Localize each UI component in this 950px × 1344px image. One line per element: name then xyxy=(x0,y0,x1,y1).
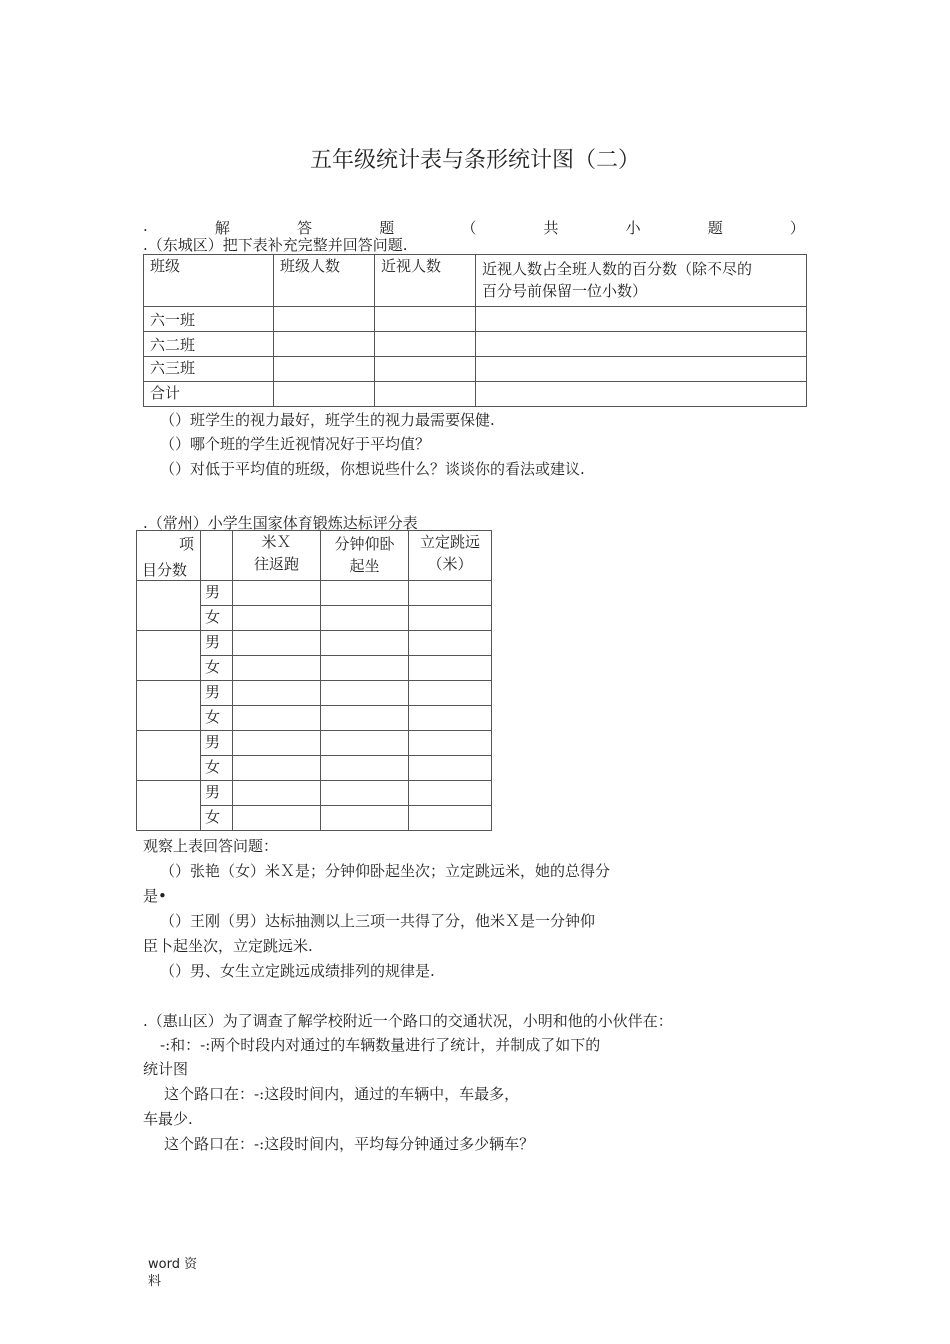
q1-header-percentage-line2: 百分号前保留一位小数） xyxy=(482,282,648,300)
section-header-char: . xyxy=(143,217,148,235)
q2-header-shuttle-run xyxy=(233,531,321,581)
q2-cell[interactable] xyxy=(409,581,492,606)
q3-subquestion-1: 这个路口在：-:这段时间内，通过的车辆中，车最多， xyxy=(164,1085,520,1103)
q2-cell[interactable] xyxy=(409,706,492,731)
section-header-char: 小 xyxy=(625,219,641,237)
q2-cell[interactable] xyxy=(409,681,492,706)
q2-cell[interactable] xyxy=(321,706,409,731)
q1-cell[interactable] xyxy=(375,357,476,382)
q2-observe: 观察上表回答问题： xyxy=(143,837,279,855)
q2-score-cell[interactable] xyxy=(137,581,201,631)
q2-subquestion-1-cont: 是• xyxy=(143,887,167,905)
q1-subquestion-1: （）班学生的视力最好，班学生的视力最需要保健. xyxy=(160,411,495,429)
q1-header-percentage xyxy=(476,255,807,307)
q2-cell[interactable] xyxy=(233,656,321,681)
q2-cell[interactable] xyxy=(321,681,409,706)
q2-cell[interactable] xyxy=(321,581,409,606)
q1-row-label: 合计 xyxy=(144,382,274,407)
q1-cell[interactable] xyxy=(274,382,375,407)
q3-subquestion-2: 这个路口在：-:这段时间内，平均每分钟通过多少辆车？ xyxy=(164,1135,535,1153)
q1-subquestion-3: （）对低于平均值的班级，你想说些什么？谈谈你的看法或建议. xyxy=(160,460,585,478)
q1-subquestion-2: （）哪个班的学生近视情况好于平均值？ xyxy=(160,435,431,453)
q2-cell[interactable] xyxy=(409,631,492,656)
section-header-char: 解 xyxy=(214,219,230,237)
q2-subquestion-2: （）王刚（男）达标抽测以上三项一共得了分，他米Ｘ是一分钟仰 xyxy=(160,912,596,930)
q2-subquestion-2-cont: 臣卜起坐次，立定跳远米. xyxy=(143,937,313,955)
q2-cell[interactable] xyxy=(233,681,321,706)
q2-cell[interactable] xyxy=(321,606,409,631)
q2-gender: 男 xyxy=(201,581,233,606)
q2-gender: 女 xyxy=(201,756,233,781)
q1-cell[interactable] xyxy=(375,332,476,357)
q3-line-3: 统计图 xyxy=(143,1060,189,1078)
q1-cell[interactable] xyxy=(476,332,807,357)
q2-header-long-jump-line1: 立定跳远 xyxy=(419,533,480,551)
q1-row-label: 六一班 xyxy=(144,307,274,332)
q2-gender: 女 xyxy=(201,806,233,831)
q2-cell[interactable] xyxy=(233,781,321,806)
q3-subquestion-1-cont: 车最少. xyxy=(143,1110,193,1128)
q2-cell[interactable] xyxy=(321,781,409,806)
q2-score-cell[interactable] xyxy=(137,681,201,731)
q1-cell[interactable] xyxy=(375,307,476,332)
q2-cell[interactable] xyxy=(409,656,492,681)
q1-header-percentage-line1: 近视人数占全班人数的百分数（除不尽的 xyxy=(482,260,753,278)
q2-header-situps-line2: 起坐 xyxy=(349,557,380,575)
q2-cell[interactable] xyxy=(233,631,321,656)
q2-cell[interactable] xyxy=(321,631,409,656)
q1-cell[interactable] xyxy=(274,357,375,382)
q2-header-item: 项 xyxy=(178,535,194,553)
q2-table xyxy=(136,530,492,831)
q2-prompt: .（常州）小学生国家体育锻炼达标评分表 xyxy=(143,514,418,532)
q2-header-situps xyxy=(321,531,409,581)
q2-cell[interactable] xyxy=(233,706,321,731)
q1-cell[interactable] xyxy=(375,382,476,407)
q1-header-class-size: 班级人数 xyxy=(274,255,375,307)
q1-cell[interactable] xyxy=(274,307,375,332)
q2-cell[interactable] xyxy=(409,606,492,631)
q2-gender: 男 xyxy=(201,781,233,806)
q2-cell[interactable] xyxy=(409,731,492,756)
footer-line-1: word 资 xyxy=(148,1257,198,1272)
q2-score-cell[interactable] xyxy=(137,731,201,781)
q1-header-myopia-count: 近视人数 xyxy=(375,255,476,307)
q1-prompt: .（东城区）把下表补充完整并回答问题. xyxy=(143,236,408,254)
q2-header-situps-line1: 分钟仰卧 xyxy=(334,535,395,553)
q2-header-score: 目分数 xyxy=(142,561,188,579)
q3-line-2: -:和：-:两个时段内对通过的车辆数量进行了统计，并制成了如下的 xyxy=(160,1036,601,1054)
q2-gender: 男 xyxy=(201,631,233,656)
section-header-char: （ xyxy=(461,219,477,237)
q2-header-long-jump xyxy=(409,531,492,581)
q2-gender: 男 xyxy=(201,681,233,706)
q2-cell[interactable] xyxy=(409,806,492,831)
section-header-char: ） xyxy=(789,219,805,237)
q2-gender: 女 xyxy=(201,656,233,681)
q2-score-cell[interactable] xyxy=(137,781,201,831)
q3-prompt: .（惠山区）为了调查了解学校附近一个路口的交通状况，小明和他的小伙伴在： xyxy=(143,1012,673,1030)
q2-score-cell[interactable] xyxy=(137,631,201,681)
q2-subquestion-1: （）张艳（女）米Ｘ是；分钟仰卧起坐次；立定跳远米，她的总得分 xyxy=(160,862,611,880)
q2-cell[interactable] xyxy=(409,756,492,781)
q2-gender: 女 xyxy=(201,706,233,731)
q1-cell[interactable] xyxy=(476,307,807,332)
q1-row-label: 六三班 xyxy=(144,357,274,382)
q2-cell[interactable] xyxy=(233,606,321,631)
page-title: 五年级统计表与条形统计图（二） xyxy=(309,148,640,173)
q2-cell[interactable] xyxy=(233,806,321,831)
q2-cell[interactable] xyxy=(233,581,321,606)
q2-cell[interactable] xyxy=(233,731,321,756)
q1-cell[interactable] xyxy=(274,332,375,357)
q2-header-long-jump-line2: （米） xyxy=(427,555,473,573)
section-header-char: 题 xyxy=(379,219,395,237)
q2-subquestion-3: （）男、女生立定跳远成绩排列的规律是. xyxy=(160,962,435,980)
q1-cell[interactable] xyxy=(476,357,807,382)
q2-cell[interactable] xyxy=(409,781,492,806)
q2-header-shuttle-run-line1: 米Ｘ xyxy=(261,533,292,551)
q2-gender: 男 xyxy=(201,731,233,756)
q2-cell[interactable] xyxy=(321,656,409,681)
footer-line-2: 料 xyxy=(148,1274,162,1289)
footer-watermark xyxy=(148,1256,197,1290)
q2-cell[interactable] xyxy=(321,756,409,781)
q1-table xyxy=(143,254,807,407)
q2-header-shuttle-run-line2: 往返跑 xyxy=(253,555,299,573)
q2-gender: 女 xyxy=(201,606,233,631)
q2-header-blank xyxy=(201,531,233,581)
q1-header-class: 班级 xyxy=(144,255,274,307)
q2-cell[interactable] xyxy=(321,806,409,831)
q1-cell[interactable] xyxy=(476,382,807,407)
section-header-char: 共 xyxy=(543,219,559,237)
section-header-char: 答 xyxy=(297,219,313,237)
q2-cell[interactable] xyxy=(233,756,321,781)
q1-row-label: 六二班 xyxy=(144,332,274,357)
section-header-char: 题 xyxy=(707,219,723,237)
q2-cell[interactable] xyxy=(321,731,409,756)
